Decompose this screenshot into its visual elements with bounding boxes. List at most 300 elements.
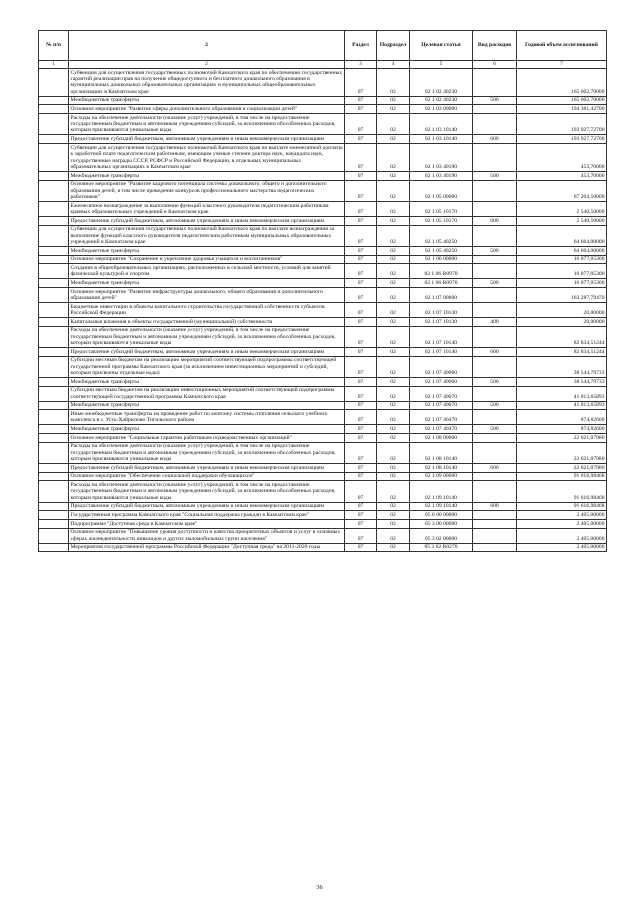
table-row	[39, 114, 607, 135]
section-code: 07	[345, 326, 377, 347]
annual-amount: 22 621,07980	[517, 464, 607, 473]
expense-type-code	[473, 511, 517, 520]
row-number	[39, 279, 69, 288]
target-article-code: 02 1 05 00000	[410, 180, 473, 201]
column-number: 5	[410, 61, 473, 69]
row-number	[39, 410, 69, 425]
subsection-code: 02	[377, 386, 410, 401]
annual-amount: 82 834,51244	[517, 348, 607, 357]
subsection-code: 02	[377, 279, 410, 288]
target-article-code: 02 1 03 00000	[410, 105, 473, 114]
subsection-code: 02	[377, 303, 410, 318]
annual-amount: 64 664,00000	[517, 225, 607, 246]
section-code: 07	[345, 171, 377, 180]
target-article-code: 02 1 09 10140	[410, 481, 473, 502]
expense-type-code: 500	[473, 96, 517, 105]
table-row	[39, 481, 607, 502]
row-number	[39, 96, 69, 105]
section-code: 07	[345, 68, 377, 96]
section-code: 07	[345, 481, 377, 502]
annual-amount: 2 405,00000	[517, 520, 607, 529]
header-name: 2	[69, 31, 345, 61]
annual-amount: 91 616,98468	[517, 472, 607, 481]
subsection-code: 02	[377, 401, 410, 410]
target-article-code: 02 1 07 40070	[410, 386, 473, 401]
expense-name: Расходы на обеспечение деятельности (оказание услуг) учреждений, в том числе на предоставление государственным бюджетным и автономным учреждениям субсидий, за исключением обособленных расходов, которым присваиваются уникальные коды	[69, 481, 345, 502]
annual-amount: 91 616,98468	[517, 502, 607, 511]
expense-name: Предоставление субсидий бюджетным, автономным учреждениям и иным некоммерческим организациям	[69, 348, 345, 357]
budget-table	[38, 30, 607, 552]
expense-name: Расходы на обеспечение деятельности (оказание услуг) учреждений, в том числе на предоставление государственным бюджетным и автономным учреждениям субсидий, за исключением обособленных расходов, которым присваиваются уникальные коды	[69, 442, 345, 463]
row-number	[39, 114, 69, 135]
subsection-code: 02	[377, 68, 410, 96]
expense-type-code	[473, 472, 517, 481]
table-row	[39, 264, 607, 279]
table-row	[39, 520, 607, 529]
row-number	[39, 255, 69, 264]
table-row	[39, 434, 607, 443]
header-row	[39, 31, 607, 61]
section-code: 07	[345, 378, 377, 387]
expense-name: Иные межбюджетные трансферты на проведение работ по монтажу системы отопления сельского учебного комплекса в с. Усть-Хайрюзово Тигильского района	[69, 410, 345, 425]
expense-name: Расходы на обеспечение деятельности (оказание услуг) учреждений, в том числе на предоставление государственным бюджетным и автономным учреждениям субсидий, за исключением обособленных расходов, которым присваиваются уникальные коды	[69, 326, 345, 347]
annual-amount: 2 540,50000	[517, 202, 607, 217]
expense-type-code	[473, 410, 517, 425]
expense-type-code: 400	[473, 318, 517, 327]
row-number	[39, 68, 69, 96]
target-article-code: 02 1 03 10140	[410, 135, 473, 144]
expense-name: Бюджетные инвестиции в объекты капитального строительства государственной собственности субъектов Российской Федерации	[69, 303, 345, 318]
target-article-code: 02 1 07 40060	[410, 356, 473, 377]
subsection-code: 02	[377, 502, 410, 511]
target-article-code: 02 1 08 10140	[410, 464, 473, 473]
annual-amount: 453,70000	[517, 171, 607, 180]
table-row	[39, 386, 607, 401]
table-row	[39, 511, 607, 520]
column-number: 3	[345, 61, 377, 69]
subsection-code: 02	[377, 217, 410, 226]
expense-name: Подпрограмма "Доступная среда в Камчатском крае"	[69, 520, 345, 529]
subsection-code: 02	[377, 135, 410, 144]
expense-type-code	[473, 225, 517, 246]
annual-amount: 41 013,65893	[517, 401, 607, 410]
annual-amount: 2 405,00000	[517, 528, 607, 543]
row-number	[39, 543, 69, 552]
section-code: 07	[345, 386, 377, 401]
table-row	[39, 472, 607, 481]
subsection-code: 02	[377, 348, 410, 357]
row-number	[39, 348, 69, 357]
table-row	[39, 378, 607, 387]
section-code: 07	[345, 264, 377, 279]
expense-type-code	[473, 520, 517, 529]
expense-name: Субвенции для осуществления государственных полномочий Камчатского края по обеспечению государственных гарантий реализации прав на получение общедоступного и бесплатного дошкольного образования в муниципальных дошкольных образовательных организациях и муниципальных общеобразовательных организациях в Камчатском крае	[69, 68, 345, 96]
section-code: 07	[345, 225, 377, 246]
expense-type-code	[473, 255, 517, 264]
expense-name: Мероприятия государственной программы Российской Федерации "Доступная среда" на 2011-2020 годы	[69, 543, 345, 552]
target-article-code: 02 1 06 00000	[410, 255, 473, 264]
expense-type-code	[473, 105, 517, 114]
expense-name: Межбюджетные трансферты	[69, 378, 345, 387]
annual-amount: 453,70000	[517, 144, 607, 172]
section-code: 07	[345, 502, 377, 511]
expense-name: Основное мероприятие "Развитие сферы дополнительного образования и социализации детей"	[69, 105, 345, 114]
expense-type-code: 500	[473, 247, 517, 256]
section-code: 07	[345, 144, 377, 172]
column-number: 6	[473, 61, 517, 69]
expense-type-code: 600	[473, 464, 517, 473]
expense-type-code	[473, 68, 517, 96]
expense-name: Государственная программа Камчатского края "Социальная поддержка граждан в Камчатском крае"	[69, 511, 345, 520]
target-article-code: 02 1 03 10140	[410, 114, 473, 135]
row-number	[39, 528, 69, 543]
annual-amount: 20,00000	[517, 318, 607, 327]
expense-name: Субвенции для осуществления государственных полномочий Камчатского края по выплате вознаграждения за выполнение функций классного руководителя педагогическим работникам муниципальных образовательных учреждений в Камчатском крае	[69, 225, 345, 246]
annual-amount: 64 664,00000	[517, 247, 607, 256]
target-article-code: 02 1 07 00000	[410, 287, 473, 302]
row-number	[39, 434, 69, 443]
annual-amount: 38 544,79733	[517, 378, 607, 387]
table-row	[39, 318, 607, 327]
header-num: № п/п	[39, 31, 69, 61]
row-number	[39, 225, 69, 246]
subsection-code: 02	[377, 442, 410, 463]
row-number	[39, 264, 69, 279]
subsection-code: 02	[377, 105, 410, 114]
column-number: 2	[69, 61, 345, 69]
row-number	[39, 202, 69, 217]
expense-name: Основное мероприятие "Обеспечение социальной поддержки обучающихся"	[69, 472, 345, 481]
section-code: 07	[345, 114, 377, 135]
subsection-code: 02	[377, 356, 410, 377]
subsection-code: 02	[377, 464, 410, 473]
row-number	[39, 135, 69, 144]
section-code: 07	[345, 217, 377, 226]
header-target-article: Целевая статья	[410, 31, 473, 61]
expense-name: Расходы на обеспечение деятельности (оказание услуг) учреждений, в том числе на предоставление государственным бюджетным и автономным учреждениям субсидий, за исключением обособленных расходов, которым присваиваются уникальные коды	[69, 114, 345, 135]
section-code: 07	[345, 401, 377, 410]
section-code: 07	[345, 528, 377, 543]
subsection-code: 02	[377, 255, 410, 264]
annual-amount: 194 381,42700	[517, 105, 607, 114]
section-code: 07	[345, 247, 377, 256]
annual-amount: 874,82600	[517, 410, 607, 425]
annual-amount: 2 405,00000	[517, 511, 607, 520]
row-number	[39, 472, 69, 481]
expense-type-code	[473, 442, 517, 463]
table-row	[39, 401, 607, 410]
target-article-code: 02 1 08 10140	[410, 442, 473, 463]
subsection-code: 02	[377, 144, 410, 172]
target-article-code: 02 1 07 40470	[410, 410, 473, 425]
section-code: 07	[345, 135, 377, 144]
expense-name: Основное мероприятие "Развитие кадрового потенциала системы дошкольного, общего и дополнительного образования детей, в том числе проведение конкурсов профессионального мастерства педагогических работников"	[69, 180, 345, 201]
annual-amount: 91 616,98468	[517, 481, 607, 502]
table-row	[39, 171, 607, 180]
row-number	[39, 481, 69, 502]
row-number	[39, 217, 69, 226]
target-article-code: 02 1 06 R0970	[410, 264, 473, 279]
row-number	[39, 180, 69, 201]
section-code: 07	[345, 511, 377, 520]
table-row	[39, 287, 607, 302]
table-row	[39, 464, 607, 473]
section-code: 07	[345, 356, 377, 377]
header-razdel: Раздел	[345, 31, 377, 61]
expense-name: Межбюджетные трансферты	[69, 425, 345, 434]
expense-name: Субсидии местным бюджетам на реализацию инвестиционных мероприятий соответствующей подпрограммы соответствующей государственной программы Камчатского края	[69, 386, 345, 401]
target-article-code: 02 1 06 R0970	[410, 279, 473, 288]
section-code: 07	[345, 425, 377, 434]
expense-type-code	[473, 528, 517, 543]
annual-amount: 67 204,50000	[517, 180, 607, 201]
row-number	[39, 326, 69, 347]
row-number	[39, 171, 69, 180]
expense-type-code	[473, 114, 517, 135]
target-article-code: 02 1 08 00000	[410, 434, 473, 443]
target-article-code: 02 1 03 40190	[410, 171, 473, 180]
target-article-code: 02 1 07 10130	[410, 318, 473, 327]
subsection-code: 02	[377, 425, 410, 434]
annual-amount: 165 602,70000	[517, 96, 607, 105]
expense-type-code	[473, 481, 517, 502]
annual-amount: 22 621,07980	[517, 434, 607, 443]
target-article-code: 02 1 07 10140	[410, 348, 473, 357]
expense-name: Капитальные вложения в объекты государственной (муниципальной) собственности	[69, 318, 345, 327]
target-article-code: 02 1 05 10170	[410, 202, 473, 217]
section-code: 07	[345, 287, 377, 302]
target-article-code: 02 1 05 40250	[410, 225, 473, 246]
expense-type-code: 600	[473, 135, 517, 144]
section-code: 07	[345, 255, 377, 264]
expense-name: Предоставление субсидий бюджетным, автономным учреждениям и иным некоммерческим организациям	[69, 217, 345, 226]
expense-name: Ежемесячное вознаграждение за выполнение функций классного руководителя педагогическим работникам краевых образовательных учреждений в Камчатском крае	[69, 202, 345, 217]
subsection-code: 02	[377, 520, 410, 529]
annual-amount: 20,00000	[517, 303, 607, 318]
row-number	[39, 386, 69, 401]
subsection-code: 02	[377, 180, 410, 201]
annual-amount: 2 540,50000	[517, 217, 607, 226]
annual-amount: 163 287,79470	[517, 287, 607, 302]
target-article-code: 02 1 09 10140	[410, 502, 473, 511]
expense-name: Основное мероприятие "Сохранение и укрепление здоровья учащихся и воспитанников"	[69, 255, 345, 264]
section-code: 07	[345, 318, 377, 327]
expense-type-code	[473, 434, 517, 443]
section-code: 07	[345, 180, 377, 201]
expense-type-code	[473, 386, 517, 401]
expense-name: Межбюджетные трансферты	[69, 401, 345, 410]
target-article-code: 05 3 02 R0270	[410, 543, 473, 552]
table-row	[39, 356, 607, 377]
annual-amount: 193 927,72700	[517, 114, 607, 135]
row-number	[39, 378, 69, 387]
table-row	[39, 425, 607, 434]
row-number	[39, 502, 69, 511]
expense-type-code: 500	[473, 171, 517, 180]
target-article-code: 02 1 07 10140	[410, 326, 473, 347]
table-row	[39, 410, 607, 425]
annual-amount: 16 077,05300	[517, 255, 607, 264]
table-row	[39, 543, 607, 552]
column-numbers-row	[39, 61, 607, 69]
row-number	[39, 464, 69, 473]
expense-name: Основное мероприятие "Развитие инфраструктуры дошкольного, общего образования и дополнительного образования детей"	[69, 287, 345, 302]
subsection-code: 02	[377, 114, 410, 135]
annual-amount: 41 013,65893	[517, 386, 607, 401]
subsection-code: 02	[377, 528, 410, 543]
subsection-code: 02	[377, 225, 410, 246]
expense-type-code: 500	[473, 378, 517, 387]
target-article-code: 05 3 00 00000	[410, 520, 473, 529]
row-number	[39, 356, 69, 377]
expense-name: Субвенции для осуществления государственных полномочий Камчатского края по выплате ежемесячной доплаты к заработной плате педагогическим работникам, имеющим ученые степени доктора наук, кандидата наук, государственные награды СССР, РСФСР и Российской Федерации, в отдельных муниципальных образовательных организациях в Камчатском крае	[70, 144, 343, 170]
column-number: 7	[517, 61, 607, 69]
target-article-code: 02 1 02 40230	[410, 68, 473, 96]
section-code: 07	[345, 202, 377, 217]
expense-name: Основное мероприятие "Повышение уровня доступности и качества приоритетных объектов и услуг в основных сферах жизнедеятельности инвалидов и других маломобильных групп населения"	[69, 528, 345, 543]
section-code: 07	[345, 105, 377, 114]
section-code: 07	[345, 303, 377, 318]
table-row	[39, 180, 607, 201]
expense-name: Межбюджетные трансферты	[69, 171, 345, 180]
annual-amount: 38 544,79733	[517, 356, 607, 377]
target-article-code: 02 1 07 40070	[410, 401, 473, 410]
expense-name: Создание в общеобразовательных организациях, расположенных в сельской местности, условий для занятий физической культурой и спортом	[69, 264, 345, 279]
subsection-code: 02	[377, 318, 410, 327]
subsection-code: 02	[377, 287, 410, 302]
annual-amount: 16 077,05300	[517, 264, 607, 279]
expense-type-code	[473, 326, 517, 347]
subsection-code: 02	[377, 326, 410, 347]
target-article-code: 05 0 00 00000	[410, 511, 473, 520]
page-number: 36	[316, 884, 323, 891]
table-row	[39, 528, 607, 543]
expense-name: Основное мероприятие "Социальные гарантии работникам подведомственных организаций"	[69, 434, 345, 443]
table-header	[39, 31, 607, 69]
section-code: 07	[345, 410, 377, 425]
target-article-code: 05 3 02 00000	[410, 528, 473, 543]
row-number	[39, 303, 69, 318]
subsection-code: 02	[377, 96, 410, 105]
expense-name: Предоставление субсидий бюджетным, автономным учреждениям и иным некоммерческим организациям	[69, 502, 345, 511]
column-number: 1	[39, 61, 69, 69]
expense-type-code	[473, 356, 517, 377]
target-article-code: 02 1 03 40190	[410, 144, 473, 172]
table-row	[39, 279, 607, 288]
table-row	[39, 255, 607, 264]
expense-name: Межбюджетные трансферты	[69, 247, 345, 256]
header-expense-type: Вид расходов	[473, 31, 517, 61]
expense-type-code	[473, 264, 517, 279]
subsection-code: 02	[377, 171, 410, 180]
subsection-code: 02	[377, 264, 410, 279]
table-row	[39, 144, 607, 172]
section-code: 07	[345, 96, 377, 105]
subsection-code: 02	[377, 434, 410, 443]
expense-name: Субсидии местным бюджетам на реализацию мероприятий соответствующей подпрограммы соответствующей государственной программы Камчатского края (за исключением инвестиционных мероприятий и субсидий, которым присвоены отдельные коды)	[69, 356, 345, 377]
table-row	[39, 202, 607, 217]
header-annual-volume: Годовой объем ассигнований	[517, 31, 607, 61]
expense-type-code	[473, 287, 517, 302]
table-row	[39, 326, 607, 347]
expense-type-code: 500	[473, 425, 517, 434]
row-number	[39, 511, 69, 520]
expense-name: Межбюджетные трансферты	[69, 96, 345, 105]
table-row	[39, 442, 607, 463]
table-row	[39, 217, 607, 226]
section-code: 07	[345, 520, 377, 529]
table-row	[39, 303, 607, 318]
row-number	[39, 287, 69, 302]
table-row	[39, 68, 607, 96]
row-number	[39, 318, 69, 327]
section-code: 07	[345, 472, 377, 481]
target-article-code: 02 1 07 40470	[410, 425, 473, 434]
section-code: 07	[345, 464, 377, 473]
row-number	[39, 425, 69, 434]
target-article-code: 02 1 05 40250	[410, 247, 473, 256]
expense-type-code: 600	[473, 217, 517, 226]
table-row	[39, 105, 607, 114]
expense-type-code	[473, 144, 517, 172]
table-row	[39, 96, 607, 105]
row-number	[39, 144, 69, 172]
section-code: 07	[345, 279, 377, 288]
table-row	[39, 502, 607, 511]
row-number	[39, 247, 69, 256]
expense-type-code	[473, 180, 517, 201]
expense-type-code: 500	[473, 401, 517, 410]
annual-amount: 193 927,72700	[517, 135, 607, 144]
subsection-code: 02	[377, 481, 410, 502]
annual-amount: 82 834,51244	[517, 326, 607, 347]
section-code: 07	[345, 434, 377, 443]
row-number	[39, 442, 69, 463]
subsection-code: 02	[377, 247, 410, 256]
expense-name: Предоставление субсидий бюджетным, автономным учреждениям и иным некоммерческим организациям	[69, 135, 345, 144]
section-code: 07	[345, 442, 377, 463]
row-number	[39, 520, 69, 529]
expense-type-code: 500	[473, 279, 517, 288]
expense-name: Предоставление субсидий бюджетным, автономным учреждениям и иным некоммерческим организациям	[69, 464, 345, 473]
annual-amount: 165 602,70000	[517, 68, 607, 96]
table-row	[39, 135, 607, 144]
section-code: 07	[345, 543, 377, 552]
expense-type-code	[473, 543, 517, 552]
table-row	[39, 348, 607, 357]
subsection-code: 02	[377, 378, 410, 387]
header-podrazdel: Подраздел	[377, 31, 410, 61]
subsection-code: 02	[377, 543, 410, 552]
section-code: 07	[345, 348, 377, 357]
column-number: 4	[377, 61, 410, 69]
target-article-code: 02 1 02 40230	[410, 96, 473, 105]
expense-type-code	[473, 202, 517, 217]
subsection-code: 02	[377, 511, 410, 520]
target-article-code: 02 1 05 10170	[410, 217, 473, 226]
table-body	[39, 68, 607, 551]
table-row	[39, 247, 607, 256]
target-article-code: 02 1 07 10130	[410, 303, 473, 318]
row-number	[39, 401, 69, 410]
expense-type-code: 600	[473, 502, 517, 511]
subsection-code: 02	[377, 410, 410, 425]
subsection-code: 02	[377, 202, 410, 217]
annual-amount: 2 405,00000	[517, 543, 607, 552]
subsection-code: 02	[377, 472, 410, 481]
table-row	[39, 225, 607, 246]
annual-amount: 874,82600	[517, 425, 607, 434]
